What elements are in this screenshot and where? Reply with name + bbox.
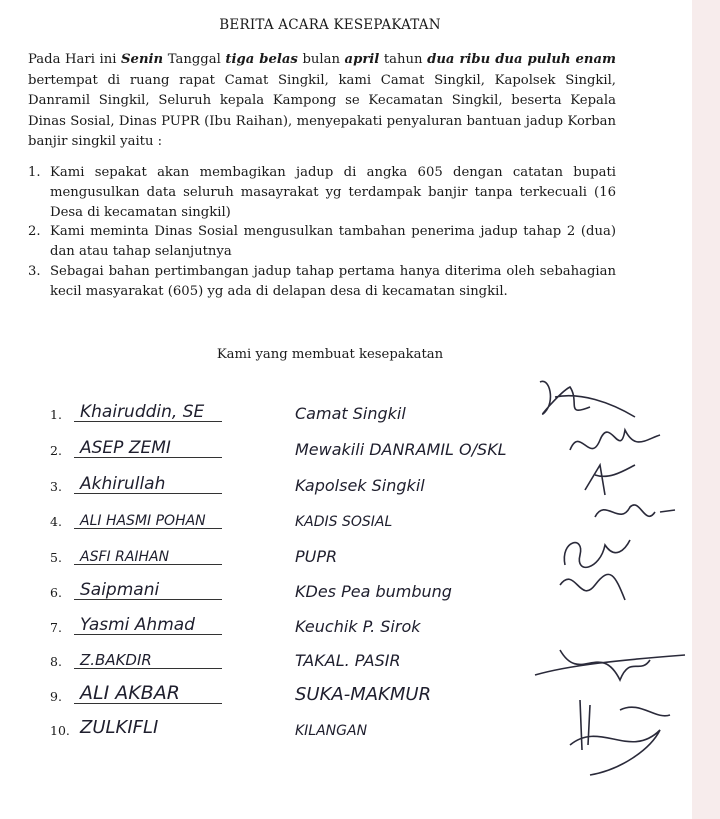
signatory-name: ALI AKBAR [80, 682, 180, 704]
signatory-number: 2. [50, 443, 62, 458]
signature-scribble [530, 635, 690, 695]
signatory-role: SUKA-MAKMUR [295, 684, 432, 705]
signatory-number: 5. [50, 550, 62, 565]
intro-date: tiga belas [225, 52, 298, 67]
intro-text-2: Tanggal [163, 52, 226, 67]
list-item [28, 163, 616, 222]
signature-scribble [560, 690, 680, 780]
signatory-number: 1. [50, 407, 62, 422]
intro-day: Senin [121, 52, 164, 67]
list-text: Kami sepakat akan membagikan jadup di angka 605 dengan catatan bupati mengusulkan data seluruh masayrakat yg terdampak banjir tanpa terkecuali (16 Desa di kecamatan singkil) [50, 165, 616, 220]
signatory-number: 7. [50, 620, 62, 635]
signatory-row [50, 605, 690, 639]
signatory-name: ASFI RAIHAN [80, 549, 170, 565]
signatory-name: ZULKIFLI [80, 717, 159, 738]
signatory-name: Akhirullah [80, 474, 166, 494]
signatory-role: Camat Singkil [295, 404, 406, 423]
page-edge-background [692, 0, 720, 819]
signatory-role: Keuchik P. Sirok [295, 617, 421, 636]
list-text: Kami meminta Dinas Sosial mengusulkan tambahan penerima jadup tahap 2 (dua) dan atau tahap selanjutnya [50, 224, 616, 260]
signature-scribble [590, 492, 680, 532]
signatory-name: Khairuddin, SE [80, 402, 205, 422]
signatory-number: 9. [50, 689, 62, 704]
signatory-name: Saipmani [80, 580, 160, 600]
signatory-role: KDes Pea bumbung [295, 582, 452, 601]
signatory-name: Yasmi Ahmad [80, 615, 195, 635]
intro-text-4: tahun [379, 52, 428, 67]
intro-paragraph [28, 50, 616, 153]
signatory-role: Kapolsek Singkil [295, 476, 425, 495]
list-item [28, 222, 616, 262]
signature-scribble [555, 565, 635, 610]
list-number: 3. [28, 263, 41, 279]
document-title: BERITA ACARA KESEPAKATAN [219, 17, 441, 33]
list-number: 2. [28, 224, 41, 240]
signatory-number: 3. [50, 479, 62, 494]
list-text: Sebagai bahan pertimbangan jadup tahap pertama hanya diterima oleh sebahagian kecil masyarakat (605) yg ada di delapan desa di kecamatan singkil. [50, 263, 616, 299]
signatory-role: PUPR [295, 547, 338, 566]
signatory-number: 10. [50, 723, 70, 738]
signatory-name: ASEP ZEMI [80, 438, 171, 458]
signatory-number: 6. [50, 585, 62, 600]
signatory-number: 4. [50, 514, 62, 529]
signatory-role: TAKAL. PASIR [295, 651, 401, 670]
signatory-number: 8. [50, 654, 62, 669]
signatory-role: Mewakili DANRAMIL O/SKL [295, 440, 507, 459]
signatory-name: ALI HASMI POHAN [80, 513, 206, 529]
signatory-role: KILANGAN [295, 723, 368, 739]
signatory-name: Z.BAKDIR [80, 651, 152, 669]
intro-year: dua ribu dua puluh enam [427, 52, 616, 67]
intro-text-1: Pada Hari ini [28, 52, 122, 67]
list-item [28, 262, 616, 302]
signatory-role: KADIS SOSIAL [295, 514, 393, 530]
intro-text-5: bertempat di ruang rapat Camat Singkil, kami Camat Singkil, Kapolsek Singkil, Danramil Singkil, Seluruh kepala Kampong se Kecamatan Singkil, beserta Kepala Dinas Sosial, Dinas PUPR (Ibu Raihan), menyepakati penyaluran bantuan jadup Korban banjir singkil yaitu : [28, 72, 616, 150]
list-number: 1. [28, 165, 41, 180]
intro-month: april [344, 52, 380, 67]
intro-text-3: bulan [297, 52, 345, 67]
agreement-list [28, 163, 616, 302]
closing-statement: Kami yang membuat kesepakatan [216, 347, 444, 362]
